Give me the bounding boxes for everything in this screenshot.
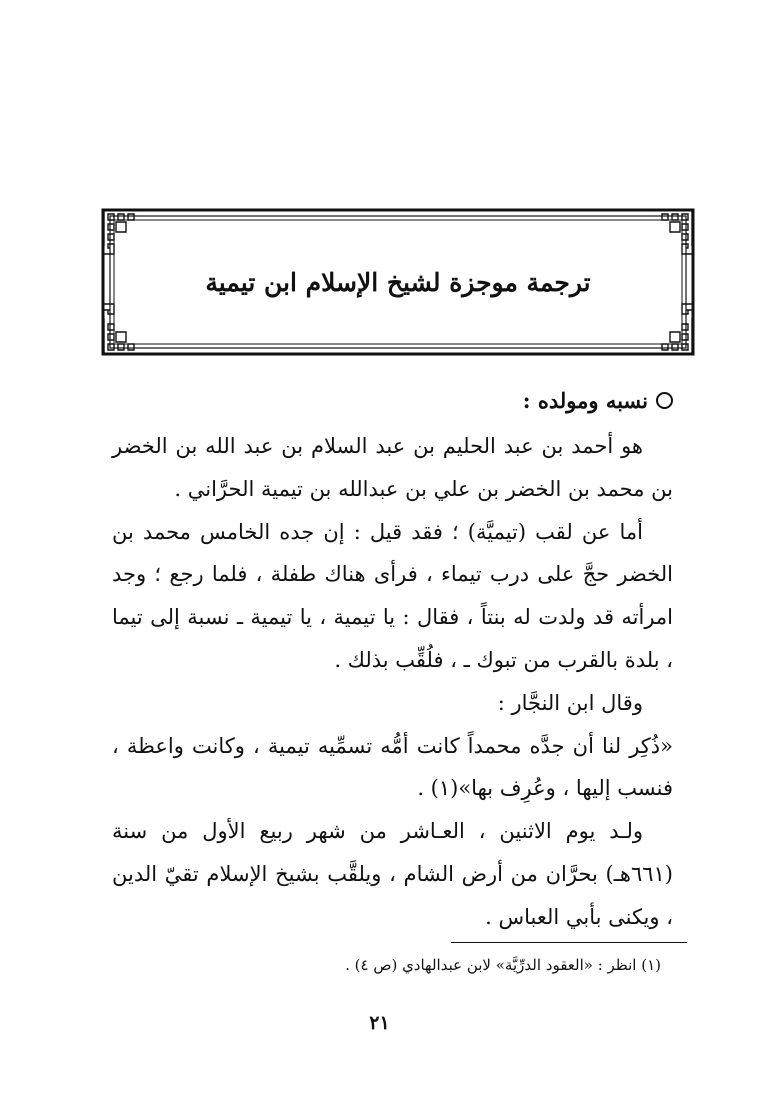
paragraph-lineage: هو أحمد بن عبد الحليم بن عبد السلام بن عبد الله بن الخضر بن محمد بن الخضر بن علي بن عبدالله بن تيمية الحرَّاني .	[112, 434, 673, 501]
section-heading-text: نسبه ومولده :	[522, 388, 648, 413]
paragraph-title-origin: أما عن لقب (تيميَّة) ؛ فقد قيل : إن جده الخامس محمد بن الخضر حجَّ على درب تيماء ، فرأى هناك طفلة ، فلما رجع ؛ وجد امرأته قد ولدت له بنتاً ، فقال : يا تيمية ، يا تيمية ـ نسبة إلى تيما ، بلدة بالقرب من تبوك ـ ، فلُقِّب بذلك .	[112, 519, 673, 672]
footnote-divider	[451, 942, 687, 943]
page-number: ٢١	[369, 1012, 390, 1034]
paragraph-birth: ولـد يوم الاثنين ، العـاشر من شهر ربيع الأول من سنة (٦٦١هـ) بحرَّان من أرض الشام ، ويلقَّب بشيخ الإسلام تقيّ الدين ، ويكنى بأبي العباس .	[112, 819, 673, 929]
paragraph-quote: «ذُكِر لنا أن جدَّه محمداً كانت أمُّه تسمِّيه تيمية ، وكانت واعظة ، فنسب إليها ، وعُرِف بها»(١) .	[112, 733, 673, 801]
body-text	[112, 425, 673, 939]
section-heading	[523, 388, 673, 413]
circle-bullet-icon	[656, 392, 673, 409]
footnote: (١) انظر : «العقود الدرِّيَّة» لابن عبدالهادي (ص ٤) .	[345, 956, 661, 974]
chapter-title: ترجمة موجزة لشيخ الإسلام ابن تيمية	[205, 267, 591, 297]
paragraph-ibn-najjar: وقال ابن النجَّار :	[497, 690, 643, 715]
